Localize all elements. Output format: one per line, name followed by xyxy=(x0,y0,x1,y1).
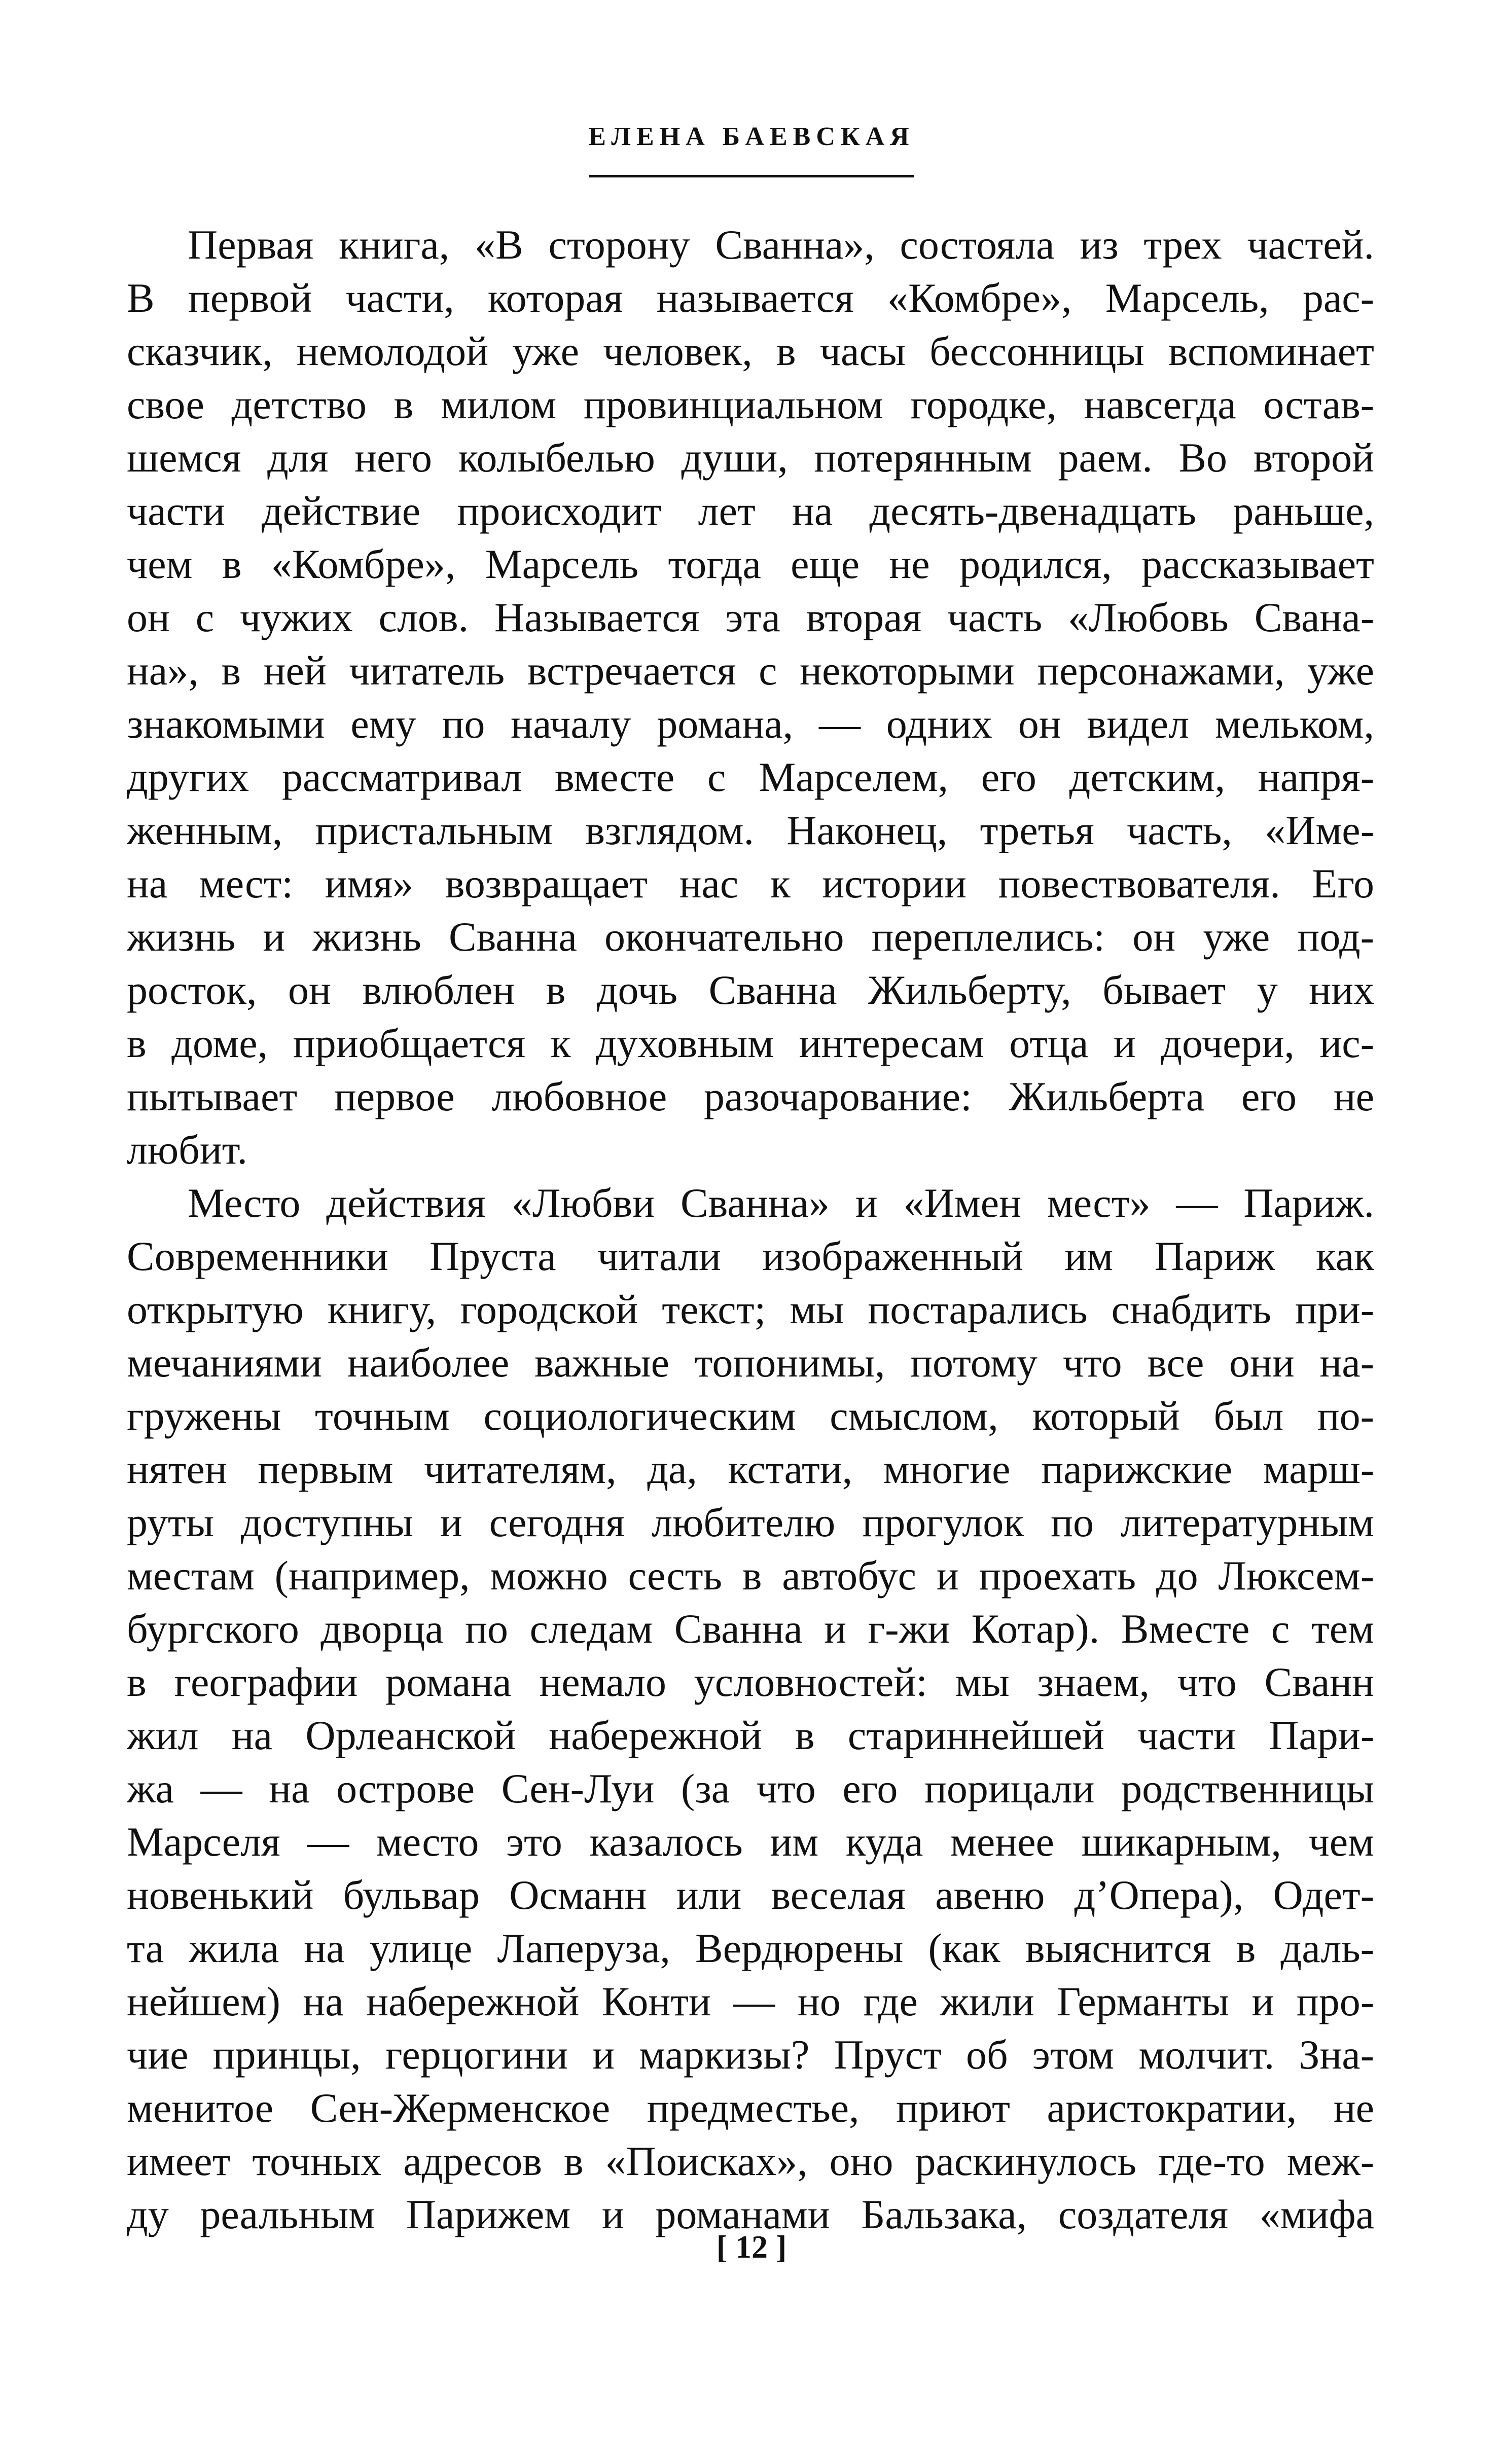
text-line: ду реальным Парижем и романами Бальзака, создателя «мифа xyxy=(127,2191,1374,2237)
text-line: В первой части, которая называется «Комбре», Марсель, рас- xyxy=(127,275,1374,321)
text-line: Современники Пруста читали изображенный им Париж как xyxy=(127,1233,1374,1279)
text-line: та жила на улице Лаперуза, Вердюрены (как выяснится в даль- xyxy=(127,1925,1374,1971)
text-line: части действие происходит лет на десять-двенадцать раньше, xyxy=(127,488,1374,534)
text-line: менитое Сен-Жерменское предместье, приют аристократии, не xyxy=(127,2085,1374,2131)
text-line: жизнь и жизнь Сванна окончательно переплелись: он уже под- xyxy=(127,914,1374,960)
page-number: [ 12 ] xyxy=(716,2229,787,2265)
text-line: он с чужих слов. Называется эта вторая часть «Любовь Свана- xyxy=(127,594,1374,640)
header-rule xyxy=(589,175,914,177)
text-line: шемся для него колыбелью души, потерянным раем. Во второй xyxy=(127,434,1374,481)
paragraph-1 xyxy=(127,218,1374,1176)
running-header-author: ЕЛЕНА БАЕВСКАЯ xyxy=(588,122,915,151)
text-line: на», в ней читатель встречается с некоторыми персонажами, уже xyxy=(127,647,1374,694)
text-line: нейшем) на набережной Конти — но где жили Германты и про- xyxy=(127,1978,1374,2024)
page-body xyxy=(127,218,1374,2241)
text-line: руты доступны и сегодня любителю прогулок по литературным xyxy=(127,1499,1374,1545)
text-line: росток, он влюблен в дочь Сванна Жильберту, бывает у них xyxy=(127,967,1374,1013)
text-line: любит. xyxy=(127,1127,247,1173)
text-line: других рассматривал вместе с Марселем, его детским, напря- xyxy=(127,754,1374,800)
text-line: в доме, приобщается к духовным интересам отца и дочери, ис- xyxy=(127,1020,1374,1066)
text-line: бургского дворца по следам Сванна и г-жи Котар). Вместе с тем xyxy=(127,1606,1374,1652)
text-line: Первая книга, «В сторону Сванна», состояла из трех частей. xyxy=(188,222,1374,268)
text-line: гружены точным социологическим смыслом, который был по- xyxy=(127,1393,1374,1439)
text-line: Марселя — место это казалось им куда менее шикарным, чем xyxy=(127,1819,1374,1865)
text-line: пытывает первое любовное разочарование: Жильберта его не xyxy=(127,1073,1374,1119)
text-line: знакомыми ему по началу романа, — одних он видел мельком, xyxy=(127,701,1374,747)
paragraph-2 xyxy=(127,1176,1374,2241)
text-line: чие принцы, герцогини и маркизы? Пруст об этом молчит. Зна- xyxy=(127,2032,1374,2078)
text-line: на мест: имя» возвращает нас к истории повествователя. Его xyxy=(127,860,1374,907)
text-line: жа — на острове Сен-Луи (за что его порицали родственницы xyxy=(127,1765,1374,1811)
text-line: в географии романа немало условностей: мы знаем, что Сванн xyxy=(127,1659,1374,1705)
text-line: нятен первым читателям, да, кстати, многие парижские марш- xyxy=(127,1446,1374,1492)
text-line: мечаниями наиболее важные топонимы, потому что все они на- xyxy=(127,1339,1374,1386)
text-line: свое детство в милом провинциальном городке, навсегда остав- xyxy=(127,381,1374,427)
text-line: жил на Орлеанской набережной в стариннейшей части Пари- xyxy=(127,1712,1374,1758)
text-line: женным, пристальным взглядом. Наконец, третья часть, «Име- xyxy=(127,807,1374,853)
text-line: Место действия «Любви Сванна» и «Имен мест» — Париж. xyxy=(188,1180,1374,1226)
text-line: открытую книгу, городской текст; мы постарались снабдить при- xyxy=(127,1286,1374,1332)
text-line: новенький бульвар Османн или веселая авеню д’Опера), Одет- xyxy=(127,1872,1374,1918)
text-line: сказчик, немолодой уже человек, в часы бессонницы вспоминает xyxy=(127,328,1374,374)
text-line: чем в «Комбре», Марсель тогда еще не родился, рассказывает xyxy=(127,541,1374,587)
text-line: местам (например, можно сесть в автобус и проехать до Люксем- xyxy=(127,1552,1374,1599)
text-line: имеет точных адресов в «Поисках», оно раскинулось где-то меж- xyxy=(127,2138,1374,2184)
